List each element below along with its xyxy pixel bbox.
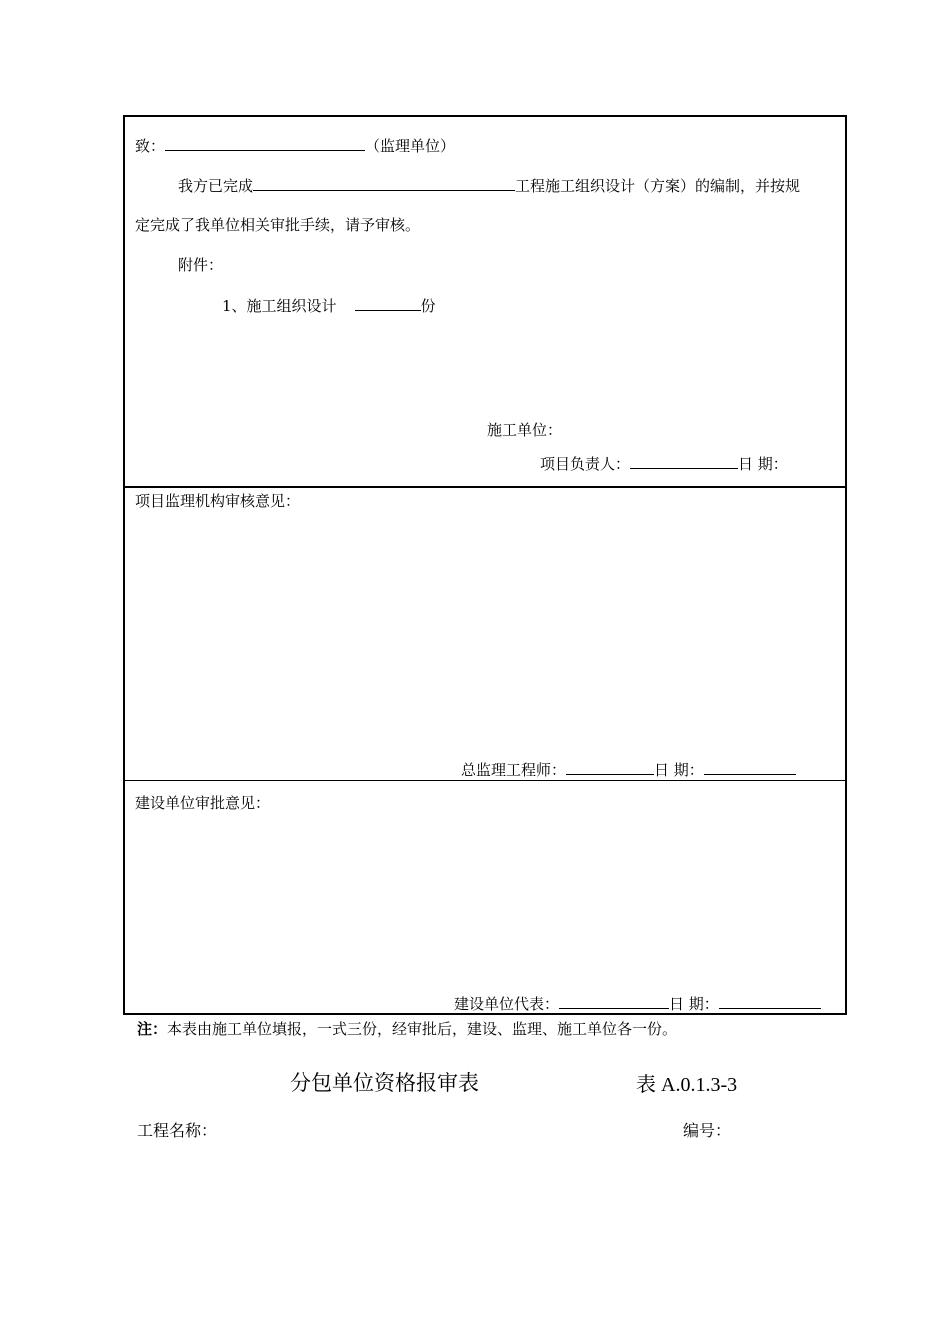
- footnote: [137, 1018, 677, 1039]
- pm-date-label: 日 期：: [738, 455, 788, 473]
- footnote-text: 本表由施工单位填报，一式三份，经审批后，建设、监理、施工单位各一份。: [167, 1020, 678, 1038]
- next-form-code: 表 A.0.1.3-3: [636, 1074, 738, 1096]
- owner-date-blank[interactable]: [719, 994, 821, 1009]
- chief-date-blank[interactable]: [704, 760, 796, 775]
- project-blank[interactable]: [253, 176, 515, 191]
- to-line: [135, 136, 455, 155]
- attachment-label: 附件：: [178, 256, 224, 274]
- chief-date-label: 日 期：: [654, 761, 704, 779]
- attachment-unit: 份: [420, 297, 436, 315]
- intro-line-2: 定完成了我单位相关审批手续，请予审核。: [135, 216, 421, 234]
- owner-rep-label: 建设单位代表：: [454, 995, 560, 1013]
- pm-line: [540, 454, 788, 473]
- approval-form: [123, 115, 847, 1015]
- number-label: 编号：: [683, 1121, 732, 1140]
- owner-signature-blank[interactable]: [559, 994, 669, 1009]
- to-label: 致：: [135, 137, 166, 155]
- copies-blank[interactable]: [355, 296, 421, 311]
- intro-prefix: 我方已完成: [178, 177, 254, 195]
- supervisor-blank[interactable]: [165, 136, 365, 151]
- contractor-label: 施工单位：: [487, 421, 563, 439]
- intro-line: [178, 176, 800, 195]
- to-suffix: （监理单位）: [365, 137, 456, 155]
- next-form-title: 分包单位资格报审表: [290, 1071, 479, 1095]
- project-name-label: 工程名称：: [137, 1121, 218, 1140]
- intro-suffix: 工程施工组织设计（方案）的编制，并按规: [515, 177, 801, 195]
- chief-supervisor-label: 总监理工程师：: [461, 761, 567, 779]
- footnote-label: 注：: [137, 1020, 168, 1038]
- contractor-section: [125, 117, 845, 486]
- pm-signature-blank[interactable]: [630, 454, 738, 469]
- supervision-section: [125, 486, 845, 782]
- attachment-item-line: [222, 296, 436, 315]
- owner-rep-line: [454, 994, 821, 1013]
- owner-opinion-label: 建设单位审批意见：: [135, 794, 271, 812]
- chief-signature-blank[interactable]: [566, 760, 654, 775]
- pm-label: 项目负责人：: [540, 455, 631, 473]
- owner-date-label: 日 期：: [669, 995, 719, 1013]
- owner-section: [125, 780, 845, 1013]
- attachment-item: 1、施工组织设计: [222, 297, 337, 315]
- chief-supervisor-line: [461, 760, 796, 779]
- supervision-opinion-label: 项目监理机构审核意见：: [135, 492, 301, 510]
